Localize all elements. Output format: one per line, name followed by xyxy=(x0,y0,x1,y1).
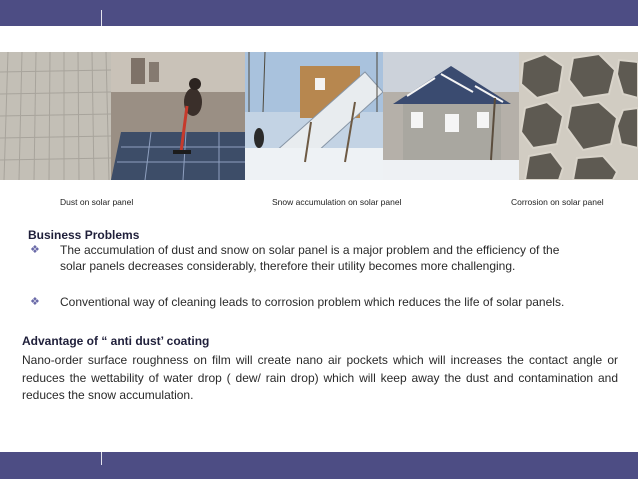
roof-cleaning-photo xyxy=(111,52,245,180)
top-banner xyxy=(0,0,638,26)
banner-divider xyxy=(101,10,102,26)
banner-divider xyxy=(101,452,102,465)
business-problem-item: Conventional way of cleaning leads to corrosion problem which reduces the life of solar panels. xyxy=(60,295,565,309)
business-problem-item: The accumulation of dust and snow on solar panel is a major problem and the efficiency of the solar panels decreases considerably, therefore their utility becomes more challenging. xyxy=(60,243,560,273)
dust-panel-photo xyxy=(0,52,111,180)
caption-snow: Snow accumulation on solar panel xyxy=(272,197,402,207)
bottom-banner xyxy=(0,452,638,479)
caption-corrosion: Corrosion on solar panel xyxy=(511,197,604,207)
caption-dust: Dust on solar panel xyxy=(60,197,134,207)
house-snow-photo xyxy=(383,52,519,180)
bullet-icon: ❖ xyxy=(30,296,40,308)
corrosion-panel-photo xyxy=(519,52,638,180)
snow-panel-photo xyxy=(245,52,383,180)
bullet-icon: ❖ xyxy=(30,244,40,256)
advantage-text: Nano-order surface roughness on film will create nano air pockets which will increases the contact angle or reduces the wettability of water drop ( dew/ rain drop) which will keep away the dust and contamination and reduces the snow accumulation. xyxy=(22,353,618,402)
business-problems-heading: Business Problems xyxy=(28,228,140,242)
advantage-heading: Advantage of “ anti dust’ coating xyxy=(22,334,210,348)
